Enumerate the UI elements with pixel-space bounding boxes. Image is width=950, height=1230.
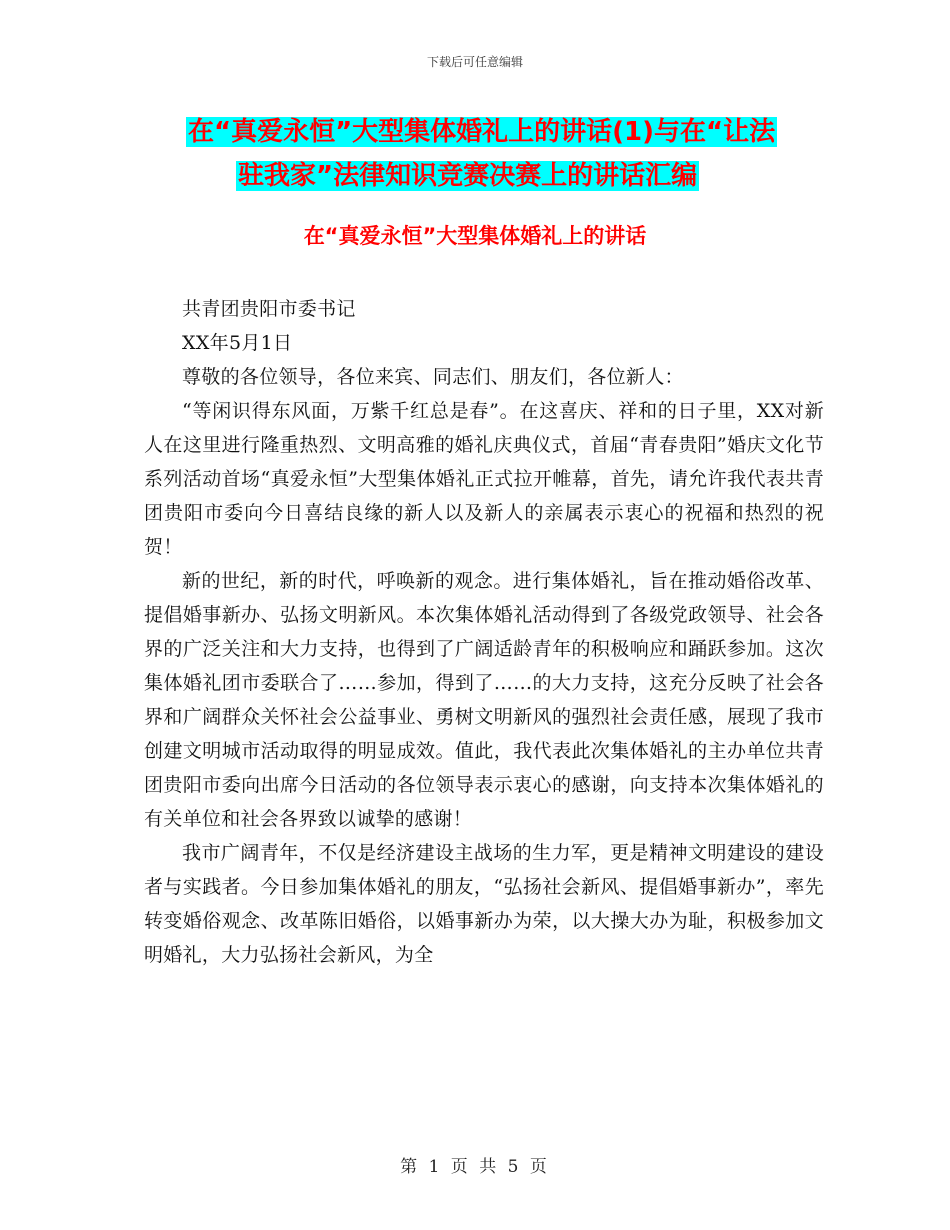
greeting-line: 尊敬的各位领导，各位来宾、同志们、朋友们，各位新人： bbox=[182, 366, 684, 388]
paragraph: 我市广阔青年，不仅是经济建设主战场的生力军，更是精神文明建设的建设者与实践者。今日参加集体婚礼的朋友，“弘扬社会新风、提倡婚事新办”，率先转变婚俗观念、改革陈旧婚俗，以婚事新办为荣，以大操大办为耻，积极参加文明婚礼，大力弘扬社会新风，为全 bbox=[144, 842, 824, 966]
page-footer: 第 1 页 共 5 页 bbox=[400, 1157, 550, 1177]
title-line-2-text: 驻我家”法律知识竞赛决赛上的讲话汇编 bbox=[238, 161, 698, 191]
document-title bbox=[150, 110, 850, 198]
header-note: 下载后可任意编辑 bbox=[426, 55, 523, 69]
title-line-1-text: 在“真爱永恒”大型集体婚礼上的讲话(1)与在“让法 bbox=[188, 117, 776, 147]
speech-body bbox=[144, 292, 824, 972]
author-line: 共青团贵阳市委书记 bbox=[182, 298, 356, 320]
date-line: XX年5月1日 bbox=[182, 332, 293, 354]
paragraph: 新的世纪，新的时代，呼唤新的观念。进行集体婚礼，旨在推动婚俗改革、提倡婚事新办、弘扬文明新风。本次集体婚礼活动得到了各级党政领导、社会各界的广泛关注和大力支持，也得到了广阔适龄青年的积极响应和踊跃参加。这次集体婚礼团市委联合了……参加，得到了……的大力支持，这充分反映了社会各界和广阔群众关怀社会公益事业、勇树文明新风的强烈社会责任感，展现了我市创建文明城市活动取得的明显成效。值此，我代表此次集体婚礼的主办单位共青团贵阳市委向出席今日活动的各位领导表示衷心的感谢，向支持本次集体婚礼的有关单位和社会各界致以诚挚的感谢！ bbox=[144, 570, 824, 830]
title-line-1 bbox=[186, 110, 850, 154]
paragraph: “等闲识得东风面，万紫千红总是春”。在这喜庆、祥和的日子里，XX对新人在这里进行隆重热烈、文明高雅的婚礼庆典仪式，首届“青春贵阳”婚庆文化节系列活动首场“真爱永恒”大型集体婚礼正式拉开帷幕，首先，请允许我代表共青团贵阳市委向今日喜结良缘的新人以及新人的亲属表示衷心的祝福和热烈的祝贺！ bbox=[144, 400, 824, 558]
title-line-2 bbox=[236, 154, 850, 198]
speech-title: 在“真爱永恒”大型集体婚礼上的讲话 bbox=[303, 224, 647, 248]
